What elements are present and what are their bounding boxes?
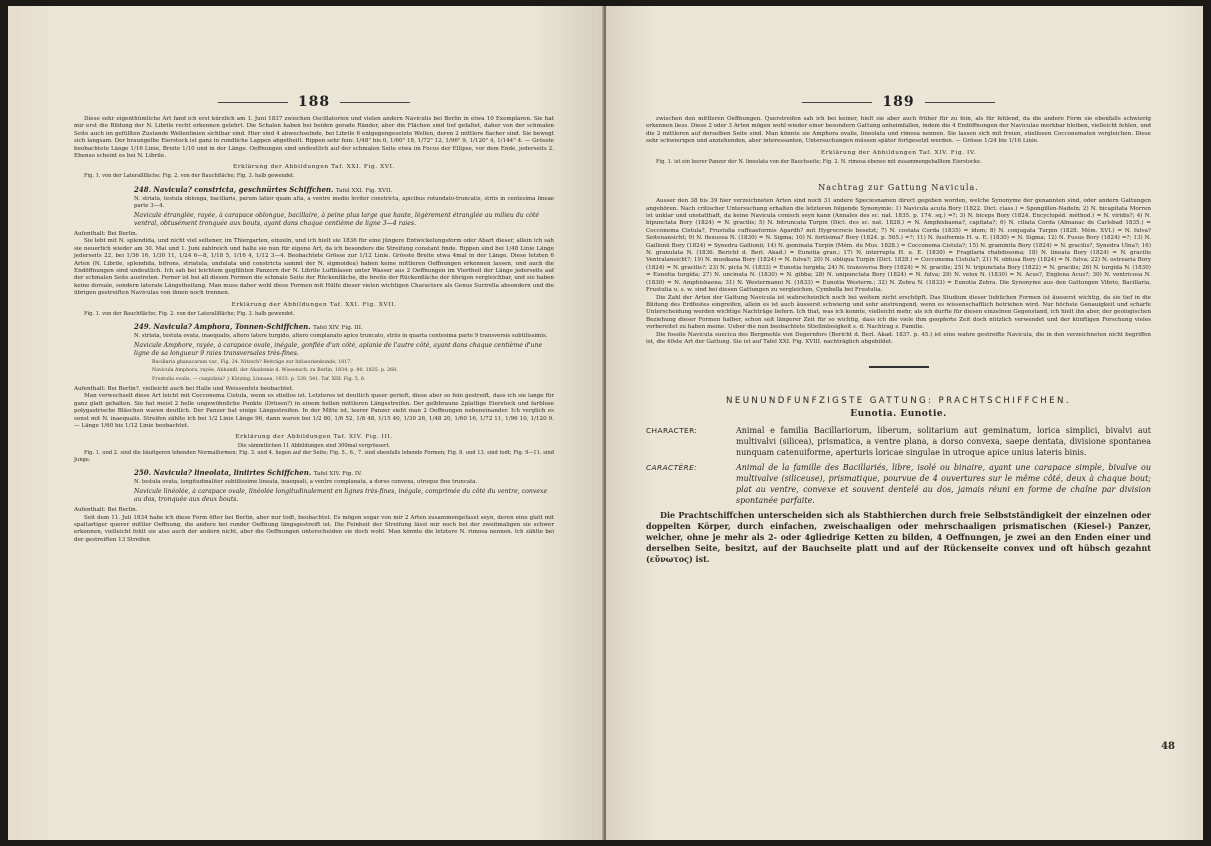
- french-character: CARACTÈRE: Animal de la famille des Bacillariés, libre, isolé ou binaire, ayant une carapace simple, bivalve ou multivalve (siliceuse), prismatique, pourvue de 4 ouvertures sur le même côté, deux à chaque bout; plat au ventre, convexe et souvent dentelé au dos, jamais réuni en forme de chaîne par division spontanée parfaite.: [646, 463, 1151, 506]
- figure-caption: Erklärung der Abbildungen Taf. XIV. Fig. IV.: [820, 149, 977, 156]
- left-page: [8, 6, 604, 840]
- french-diagnosis: Navicule étranglée, rayée, à carapace oblongue, bacillaire, à peine plus large que haute, légèrement étranglée au milieu du côté ventral, obtusément tronquée aux bouts, ayant dans chaque centième de ligne 3—4 raies.: [134, 212, 540, 228]
- species-heading-250: 250. Navicula? lineolata, liniirtes Schiffchen. Tafel XIV. Fig. IV.: [134, 468, 362, 478]
- book-spread: [8, 6, 1203, 840]
- supplement-paragraph: Ausser den 38 bis 39 hier verzeichneten Arten sind noch 31 andere Speciesnamen direct gegeben worden, welche Synonyme der genannten sind, oder andern Gattungen angehören. Nach critischer Untersuchung erhalten die letzteren folgende Synonymie: 1) Navicula acuta Bory (1822. Dict. class.) = Spongillen-Nadeln; 2) N. bicapitata Morren ist unklar und unstatthaft, da keine Navicula conisch seyn kann (Annales des sc. nat. 1835. p. 174. sq.) =?; 3) N. biceps Bory (1824. Encyclopéd. méthod.) = N. viridis?; 4) N. bipunctata Bory (1824) = N. gracilis; 5) N. bitruncata Turpin (Dict. des sc. nat. 1828.) = N. Amphisbaena?, capitata?; 6) N. ciliata Corda (Almanac de Carlsbad 1835.) = Cocconema Cistula?, Frustulia cuffeaeformis Agardh? mit Hygrocrocis besetzt; 7) N. costata Corda (1835) = idem; 8) N. conjugata Turpin (1828. Mém. XVI.) = N. fulva? Seitenansicht; 9) N. flexuosa N. (1830) = N. Sigma; 10) N. fortisima? Bory (1824. p. 565.) =?; 11) N. fusiformis H. u. E. (1830) = N. Sigma; 12) N. Fusus Bory (1824) =?; 13) N. Gaillonii Bory (1824) = Synedra Gallionii; 14) N. geminata Turpin (Mém. du Mus. 1828.) = Cocconema Cistula?; 15) N. graminita Bory (1824) = N. gracilis?, Synedra Ulna?; 16) N. granulata N. (1836. Bericht d. Berl. Akad.) = Eunotia gran.; 17) N. interrupta H. u. E. (1830) = Fragilaria rhabdosoma; 18) N. lineata Bory (1824) = N. gracilis Ventralansicht?; 19) N. musikana Bory (1824) = N. fulva?; 20) N. obliqua Turpin (Dict. 1828.) = Cocconema Cistula?; 21) N. obtusa Bory (1824) = N. fulva; 22) N. ostrearia Bory (1824) = N. gracilis?; 23) N. picta N. (1833) = Eunotia turgida; 24) N. transversa Bory (1824) = N. gracilis; 25) N. tripunctata Bory (1822) = N. gracilis; 26) N. turgida N. (1830) = Eunotia turgida; 27) N. uncinata N. (1830) = N. gibba; 28) N. unipunctata Bory (1824) = N. fulva; 29) N. velox N. (1830) = N. Acus?, Englena Acus?; 30) N. ventricosa N. (1830) = N. Amphisbaena; 31) N. Westermanni N. (1833) = Eunotia Westerm.; 32) N. Zebra N. (1833) = Eunotia Zebra. Die Synonyme aus den Gattungen Vibrio, Bacillaria, Frustulia u. s. w. sind bei diesen Gattungen zu vergleichen, Cymbella bei Frustulia.: [646, 198, 1151, 294]
- supplement-paragraph: Die fossile Navicula suecica des Bergmehls von Degernfors (Bericht d. Berl. Akad. 1837. p. 45.) ist eine wahre gestreifte Navicula, die in den verzeichneten nicht begriffen ist, die 40ste Art der Gattung. Sie ist auf Tafel XXI. Fig. XVIII. nachträglich abgebildet.: [646, 331, 1151, 345]
- figure-legend: Fig. 1. ist ein leerer Panzer der N. lineolata von der Bauchseite; Fig. 2. N. rimosa ebenso mit zusammengeballtem Eierstocke.: [656, 158, 982, 165]
- french-diagnosis: Navicule linéolée, à carapace ovale, linéolée longitudinalement en lignes très-fines, inégale, comprimée du côté du ventre, convexe au dos, tronquée aux deux bouts.: [134, 488, 548, 504]
- species-heading-248: 248. Navicula? constricta, geschnürtes Schiffchen. Tafel XXI. Fig. XVII.: [134, 185, 393, 195]
- genus-description: Die Prachtschiffchen unterscheiden sich als Stabthierchen durch freie Selbstständigkeit der einzelnen oder doppelten Körper, durch einfachen, zweischaaligen oder mehrschaaligen prismatischen (Kiesel-) Panzer, welcher, ohne je mehr als 2- oder 4gliedrige Ketten zu bilden, 4 Oeffnungen, je zwei an den Enden einer und derselben Seite, besitzt, auf der Bauchseite platt und auf der Rückenseite convex und oft hübsch gezahnt (εὔνωτος) ist.: [646, 510, 1151, 565]
- habitat: Aufenthalt: Bei Berlin.: [74, 231, 138, 238]
- supplement-paragraph: Die Zahl der Arten der Gattung Navicula ist wahrscheinlich noch bei weitem nicht erschöpft. Das Studium dieser lieblichen Formen ist äusserst wichtig, da sie tief in die Bildung des Erdfestes eingreifen, allein es ist auch äusserst schwierig und sehr anstrengend, wenn es wissenschaftlich betrieben wird. Nur höchste Genauigkeit und scharfe Unterscheidung werden wichtige Nachträge liefern. Ich that, was ich konnte, vielleicht mehr, als ich durfte für diesen einzelnen Gegenstand, ich hielt ihn aber, der geologischen Beziehung dieser Formen halber, schon seit längerer Zeit für so wichtig, dass ich die viele ihm geopferte Zeit doch nützlich verwendet und der künftigen Forschung vieles vorbereitet zu haben meine. Ueber die nun beobachtete Stiellmlosigkeit s. d. Nachtrag z. Familie.: [646, 294, 1151, 331]
- figure-legend: Fig. 1. von der Laterallfläche; Fig. 2. von der Bauchfläche; Fig. 3. halb gewendet.: [84, 173, 295, 180]
- species-heading-249: 249. Navicula? Amphora, Tonnen-Schiffchen. Tafel XIV. Fig. III.: [134, 322, 363, 332]
- habitat: Aufenthalt: Bei Berlin?, vielleicht auch bei Halle und Weissenfels beobachtet.: [74, 385, 294, 392]
- chapter-heading: NEUNUNDFUNFZIGSTE GATTUNG: PRACHTSCHIFFCHEN.: [726, 396, 1071, 407]
- latin-diagnosis: N. testula ovata, longitudinaliter subtilissime lineata, inaequali, a ventre complanata, a dorso convexa, utroque fine truncata.: [134, 479, 478, 486]
- synonym: Navicula Amphora, rayée, Abhandl. der Akademie d. Wissensch. zu Berlin, 1834. p. 80. 1835. p. 268.: [152, 368, 398, 374]
- right-page: [606, 6, 1203, 840]
- figure-caption: Erklärung der Abbildungen Taf. XXI. Fig. XVI.: [232, 164, 396, 171]
- synonym: Frustulia ovalis, — cuspidata? } Kützing, Linnaea, 1833. p. 539, 541. Taf. XIII. Fig. 5, 6.: [152, 376, 366, 382]
- figure-legend: Fig. 1. von der Bauchfläche; Fig. 2. von der Laterallfläche; Fig. 3. halb gewendet.: [84, 310, 295, 317]
- figure-caption: Erklärung der Abbildungen Taf. XXI. Fig. XVII.: [231, 301, 397, 308]
- continued-paragraph: zwischen den mittleren Oeffnungen. Querstreifen sah ich bei keiner, hielt sie aber auch früher für zu fein, als für fehlend, da die andere Form sie ebenfalls schwierig erkennen liess. Diese 2 oder 3 Arten mögen wohl wieder einer besondern Gattung anheimfallen, indem die 4 Endöffnungen der Naviculae merkbar bleiben, vielleicht fehlen, und die 2 mittleren auf derselben Seite sind. Man könnte sie Amphora ovalis, lineolata und rimosa nennen. Sie lassen sich mit freien, stiellosen Cocconematen vergleichen. Diese sehr schwierigen und anziehenden, aber interessanten, Untersuchungen müssen später fortgesetzt werden. — Grösse 1/24 bis 1/16 Linie.: [646, 116, 1151, 145]
- species-text: Seit dem 11. Juli 1834 habe ich diese Form öfter bei Berlin, aber nur todt, beobachtet. Es mögen sogar von mir 2 Arten zusammengefasst seyn, deren eine glatt mit spaltartiger querer mittler Oeffnung, die andere bei runder Oeffnung längsgestreift ist. Die Feinheit der Streifung lässt mir noch bei der zweitmaligen sie schwer erkennen, vielleicht fehlt sie also auch der andern nicht, aber die Oeffnungen unterscheiden sie doch wohl. Man könnte die letztere N. rimosa nennen. Ich zählte bei der gestreiften 13 Streifen: [74, 514, 554, 543]
- species-text: Sie lebt mit N. splendida, und nicht viel seltener, im Thiergarten, einzeln, und ich hielt sie 1836 für eine jüngere Entwickelungsform oder Abart dieser, allein ich sah sie neuerlich wieder am 30. Mai und 1. Juni zahlreich und halte sie nun für eigene Art, da ich besonders die Streifung constant finde. Rippen sind bei 1/48 Linie Länge jederseits 22, bei 1/36 16, 1/30 11, 1/24 6—8, 1/18 5, 1/16 4, 1/12 3—4. Beobachtete Grösse zur 1/12 Linie. Grösste Breite etwa 4mal in der Länge. Diese letzten 6 Arten (N. Librile, splendida, bifrons, striatula, undulata und constricta sammt der N. sigmoidea) haben keine mittleren Oeffnungen erkennen lassen, und auch die Endöffnungen sind undeutlich. Ich sah bei leichtem geglühten Panzern der N. Librile Luftblasen unter Wasser aus 2 Oeffnungen im Viertheil der Länge jederseits auf der schmalen Seite austreten. Ferner ist bei all diesen Formen die schmale Seite der Rückenfläche, die breite der Rückenfläche der übrigen vergleichbar, und sie haben keine dorsale, sondern laterale Längstheilung. Man muss daher wohl diese Formen mit Hülfe dieser vielen wichtigen Charactere als Genus Surirella absondern und die übrigen gestreiften Naviculas von ihnen noch trennen.: [74, 238, 554, 297]
- latin-character: CHARACTER: Animal e familia Bacillariorum, liberum, solitarium aut geminatum, lorica simplici, bivalvi aut multivalvi (silicea), prismatica, a ventre plana, a dorso convexa, saepe dentata, divisione spontanea nunquam catenuiforme, aperturis loricae singulae in utroque apice unius lateris binis.: [646, 426, 1151, 458]
- figure-caption: Erklärung der Abbildungen Taf. XIV. Fig. III.: [235, 434, 393, 441]
- habitat: Aufenthalt: Bei Berlin.: [74, 507, 138, 514]
- intro-paragraph: Diese sehr eigenthümliche Art fand ich erst kürzlich am 1. Juni 1837 zwischen Oscillatorien und vielen andern Naviculis bei Berlin in etwa 10 Exemplaren. Sie hat mir erst die Bildung der N. Librile recht erkennen gelehrt. Die Schalen haben bei beiden gerade Ränder, aber die Flächen sind tief gefaltet, daher von der schmalen Seite auch im gefüllten Zustande Wellenlinien sichtbar sind. Hier sind 4 abwechselnde, bei Librile 6 entgegengesetzte Wellen, deren 2 mittlere flacher sind. Sie bewegt sich langsam. Der braungelbe Eierstock ist ganz in rundliche Lappen abgetheilt. Rippen sehr fein: 1/48" bis 0, 1/60" 18, 1/72" 12, 1/96" 9, 1/120" 4, 1/144" 4. — Grösste beobachtete Länge 1/16 Linie, Breite 1/10 und in der Länge. Oeffnungen sind undeutlich auf der schmalen Seite etwa im Focus der Ellipse, vor dem Ende, jederseits 2. Ebenso scheint es bei N. Librile.: [74, 116, 554, 160]
- genus-name: Eunotia. Eunotie.: [850, 409, 947, 420]
- page-number: 189: [646, 94, 1151, 110]
- folio-number: 48: [1161, 741, 1175, 752]
- figure-legend: Fig. 1. und 2. sind die häufigeren lebenden Normalformen; Fig. 3. und 4. liegen auf der Seite; Fig. 5., 6., 7. sind ebenfalls lebende Formen; Fig. 8. und 13. sind todt; Fig. 9—11. sind Junge.: [74, 449, 554, 463]
- section-divider: [869, 366, 929, 368]
- figure-legend: Die sämmtlichen 11 Abbildungen sind 300mal vergrössert.: [237, 443, 391, 450]
- latin-diagnosis: N. striata, testula ovata, inaequalis, altero latere turgido, altero complanato apice truncato, striis in quarta centesima parte 9 transversis subtilissimis.: [134, 333, 548, 340]
- page-number: 188: [74, 94, 554, 110]
- synonym: Bacillaria ghanacarum var., Fig. 24. Nitzsch? Beiträge zur Infusorienkunde, 1817.: [152, 360, 352, 366]
- species-text: Man verwechselt diese Art leicht mit Cocconema Cistula, wenn es stiellos ist. Letzteres ist deutlich queer gerieft, diese aber so fein gestreift, dass ich sie lange für ganz glatt gehalten. Sie hat meist 2 helle ungewöhnliche Punkte (Drüsen?) in einem hellen mittleren Längsstreifen. Der gelbbraune 2plattige Eierstock und farblose polygastrische Bläschen waren deutlich. Der Panzer hat einige Längsstreifen. In der Mitte ist, leerer Panzer sieht man 2 Oeffnungen nebeneinander. Ich verglich es sonst mit N. inaequalis. Streifen zählte ich bei 1/2 Linie Länge 96, dann waren bei 1/2 80, 1/6 52, 1/8 48, 1/15 40, 1/30 26, 1/48 20, 1/60 16, 1/72 11, 1/96 10, 1/120 9. — Länge 1/60 bis 1/12 Linie beobachtet.: [74, 393, 554, 429]
- section-title: Nachtrag zur Gattung Navicula.: [818, 183, 979, 193]
- french-diagnosis: Navicule Amphore, rayée, à carapace ovale, inégale, gonflée d'un côté, aplanie de l'autre côté, ayant dans chaque centième d'une ligne de sa longueur 9 raies transversales très-fines.: [134, 342, 543, 358]
- latin-diagnosis: N. striata, testula oblonga, bacillaris, parum latior quam alta, a ventre medio leviter constricta, apicibus rotundato-truncatis, striis in centesima lineae parte 3—4.: [134, 196, 554, 210]
